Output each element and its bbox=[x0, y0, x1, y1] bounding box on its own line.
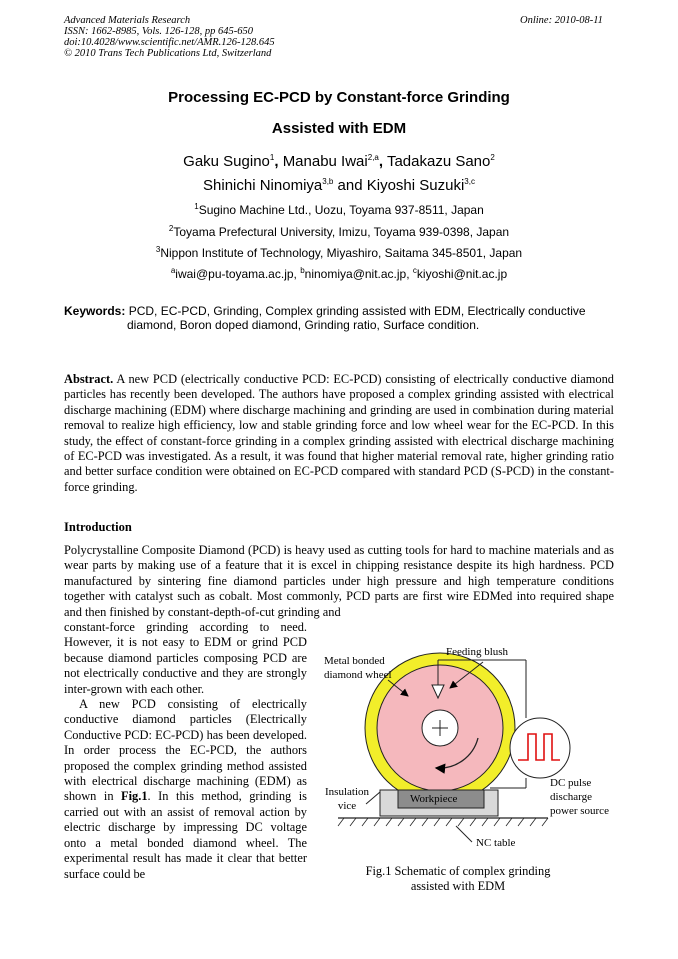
figure-1 bbox=[318, 640, 618, 900]
email-link[interactable]: kiyoshi@nit.ac.jp bbox=[416, 267, 508, 281]
figure-caption: Fig.1 Schematic of complex grinding assisted with EDM bbox=[365, 864, 551, 894]
label-vice: Insulation vice bbox=[325, 786, 369, 812]
intro-paragraph-2: A new PCD consisting of electrically conductive diamond particles (Electrically Conductive PCD: EC-PCD) has been developed. In order process the EC-PCD, the authors proposed the complex grinding method assisted with electrical discharge machining (EDM) as shown in Fig.1. In this method, grinding is carried out with an assist of removal action by electric discharge by impressing DC voltage onto a metal bonded diamond wheel. The experimental result has made it clear that better surface could be bbox=[64, 697, 307, 881]
author-name: Kiyoshi Suzuki bbox=[366, 177, 465, 194]
label-workpiece: Workpiece bbox=[410, 793, 458, 805]
authors-line-2: Shinichi Ninomiya$^{3,b}$ and Kiyoshi Suzuki$^{3,c}$ bbox=[203, 177, 475, 194]
abstract-label: Abstract. bbox=[64, 372, 114, 386]
pulse-scope bbox=[510, 718, 570, 778]
email-link[interactable]: ninomiya@nit.ac.jp, bbox=[304, 267, 410, 281]
label-power-source: DC pulse discharge power source bbox=[550, 777, 609, 817]
author-name: Manabu Iwai bbox=[282, 153, 368, 170]
affiliation-3: $^3$Nippon Institute of Technology, Miyashiro, Saitama 345-8501, Japan bbox=[155, 245, 523, 260]
intro-paragraph-1: Polycrystalline Composite Diamond (PCD) is heavy used as cutting tools for hard to machine materials and as wear parts by making use of a feature that it is excel in chipping resistance despite its high hardness. PCD manufactured by sintering fine diamond particles under high pressure and high temperature conditions together with catalyst such as cobalt. Most commonly, PCD parts are first wire EDMed into required shape and then finished by constant-depth-of-cut grinding and bbox=[64, 543, 614, 619]
paper-title-line-2: Assisted with EDM bbox=[271, 120, 407, 137]
author-name: Gaku Sugino bbox=[183, 153, 270, 170]
issn-line: ISSN: 1662-8985, Vols. 126-128, pp 645-650 bbox=[64, 26, 253, 37]
abstract-text: A new PCD (electrically conductive PCD: EC-PCD) consisting of electrically conductive diamond particles has recently been developed. The authors have proposed a complex grinding assisted with electrical discharge machining (EDM) where discharge machining and grinding are used in combination during material removal to realize high efficiency, low and stable grinding force and low wheel wear for the EC-PCD. In this study, the effect of constant-force grinding in a complex grinding assisted with electrical discharge machining of EC-PCD was investigated. As a result, it was found that higher material removal rate, higher grinding ratio and better surface condition were obtained on EC-PCD compared with standard PCD (S-PCD) in the constant-force grinding. bbox=[64, 372, 614, 494]
section-heading-introduction: Introduction bbox=[64, 520, 132, 534]
copyright-line: © 2010 Trans Tech Publications Ltd, Switzerland bbox=[64, 48, 272, 59]
running-header bbox=[64, 15, 275, 59]
label-brush: Feeding blush bbox=[446, 646, 509, 658]
affiliation-1: $^1$Sugino Machine Ltd., Uozu, Toyama 937-8511, Japan bbox=[194, 202, 484, 217]
keywords-line-1: PCD, EC-PCD, Grinding, Complex grinding assisted with EDM, Electrically conductive bbox=[128, 304, 586, 318]
email-link[interactable]: iwai@pu-toyama.ac.jp, bbox=[175, 267, 297, 281]
keywords bbox=[64, 304, 614, 332]
author-name: Shinichi Ninomiya bbox=[203, 177, 323, 194]
figure-reference[interactable]: Fig.1 bbox=[121, 789, 148, 804]
paper-title-line-1: Processing EC-PCD by Constant-force Grinding bbox=[168, 89, 510, 106]
author-emails: $^a$iwai@pu-toyama.ac.jp, $^b$ninomiya@nit.ac.jp, $^c$kiyoshi@nit.ac.jp bbox=[170, 266, 508, 281]
abstract bbox=[64, 372, 614, 495]
online-date: Online: 2010-08-11 bbox=[520, 15, 603, 26]
author-name: Tadakazu Sano bbox=[386, 153, 491, 170]
keywords-label: Keywords: bbox=[64, 304, 126, 318]
doi-line[interactable]: doi:10.4028/www.scientific.net/AMR.126-128.645 bbox=[64, 37, 275, 48]
label-wheel: Metal bonded diamond wheel bbox=[324, 655, 392, 681]
journal-name: Advanced Materials Research bbox=[64, 15, 191, 26]
intro-paragraph-1-cont: constant-force grinding according to need. However, it is not easy to EDM or grind PCD because diamond particles composing PCD are not electrically conductive and they are strongly inter-grown with each other. bbox=[64, 620, 307, 696]
affiliation-2: $^2$Toyama Prefectural University, Imizu, Toyama 939-0398, Japan bbox=[168, 224, 510, 239]
authors-line-1: Gaku Sugino$^1$, Manabu Iwai$^{2,a}$, Tadakazu Sano$^2$ bbox=[183, 153, 495, 170]
label-nc-table: NC table bbox=[476, 837, 516, 849]
intro-left-column bbox=[64, 620, 307, 882]
keywords-line-2: diamond, Boron doped diamond, Grinding ratio, Surface condition. bbox=[127, 318, 480, 332]
